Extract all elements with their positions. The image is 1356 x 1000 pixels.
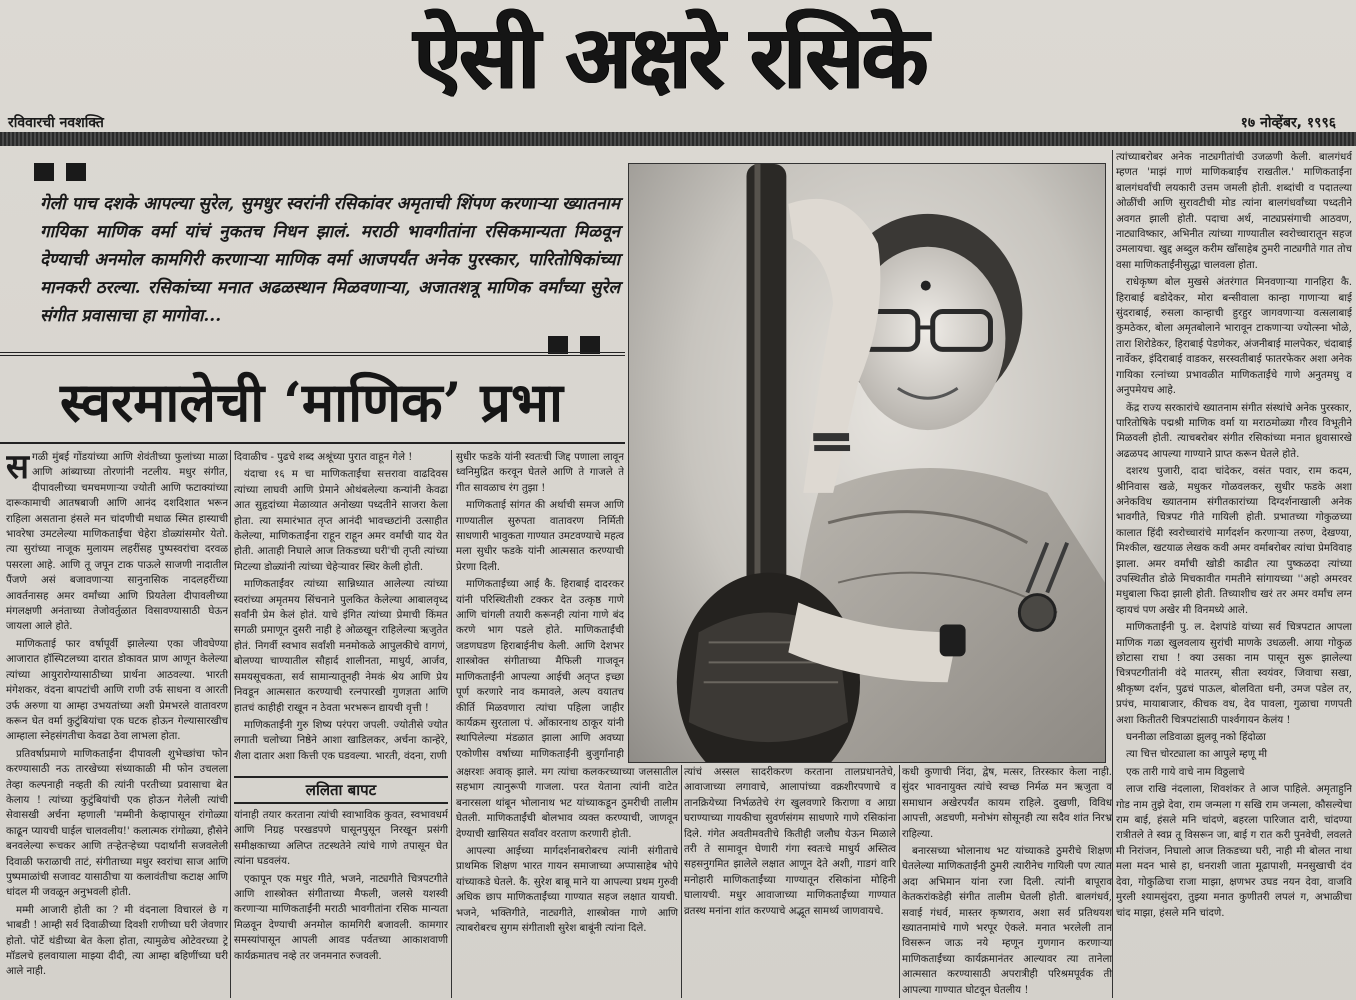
paragraph: बनारसच्या भोलानाथ भट यांच्याकडे ठुमरीचे शिक्षण घेतलेल्या माणिकताईंनी ठुमरी त्यारीनेच गायिली पण त्यात अदा अभिमान यांना रजा दिली. त्यांनी बापूराव केतकरांकडेही संगीत तालीम घेतली होती. बालगंधर्व, सवाई गंधर्व, मास्तर कृष्णराव, अशा सर्व प्रतिथयश ख्यातनामांचे गाणे भरपूर ऐकले. मनात भरलेली तान विसरून जाऊ नये म्हणून गुणगान करणाऱ्या माणिकताईंच्या कार्यक्रमानंतर आल्यावर त्या तानेला आत्मसात करण्यासाठी अपरात्रीही परिश्रमपूर्वक ती आपल्या गाण्यात घोटवून घेतलीय ! xyxy=(902,846,1112,996)
headline-rule xyxy=(0,442,625,444)
column-divider xyxy=(230,450,231,998)
paragraph: माणिकताईंनी गुरु शिष्य परंपरा जपली. ज्योतीसे ज्योत लगाती चलोच्या निष्ठेने आशा खाडिलकर, अर्चना कान्हेरे, शैला दातार अशा कित्ती एक घडवल्या. भारती, वंदना, राणी xyxy=(234,719,448,762)
paragraph: मम्मी आजारी होती का ? मी वंदनाला विचारलं छे ग भाबडी ! आम्ही सर्व दिवाळीच्या दिवशी राणीच्या घरी जेवणार होतो. पोर्टे थंडीच्या बेत केला होता, त्यामुळेच ओटेवरच्या ट्रे मॉडलचे हलवायाला माझ्या दीदी, त्या आम्हा बहिणींच्या घरी आले नाही. xyxy=(6,904,228,978)
paragraph: यंदाचा १६ म चा माणिकताईंचा सत्तरावा वाढदिवस त्यांच्या लाघवी आणि प्रेमाने ओथंबलेल्या कन्यांनी केवढा आत सुहृदांच्या मेळाव्यात अनोख्या पध्दतीने साजरा केला होता. त्या समारंभात तृप्त आनंदी भावच्छटांनी उत्साहीत केलेल्या, माणिकताईंना राहून राहून अमर वर्मांची याद येत होती. आताही निघाले आज तिकडच्या घरी'ची तृप्ती त्यांच्या मिटल्या डोळ्यांनी त्यांच्या चेहेऱ्यावर स्थिर केली होती. xyxy=(234,469,448,573)
paragraph: लाज राखि नंदलाला, शिवशंकर ते आज पाहिले. अमृताहुनि गोड नाम तुझे देवा, राम जन्मला ग सखि राम जन्मला, कौसल्येचा राम बाई, हंसले मनि चांदणे, बहरला पारिजात दारी, चांदण्या रात्रीतले ते स्वप्न तू विसरून जा, बाई ग रात करी पुनवेची, लवलते मी निरांजन, निघालो आज तिकडच्या घरी, नाही मी बोलत नाथा मला मदन भासे हा, धनराशी जाता मूढापाशी, मनसुखाची दंव देवा, गोकुळिचा राजा माझा, क्षणभर उघड नयन देवा, वाजवि मुरली श्यामसुंदरा, तुझ्या मनात कुणीतरी लपलं ग, अभाळीचा चांद माझा, हंसले मनि चांदणे. xyxy=(1116,784,1352,919)
paragraph: केंद्र राज्य सरकारांचे ख्यातनाम संगीत संस्थांचे अनेक पुरस्कार, पारितोषिके पद्मश्री माणिक वर्मा या मराठमोळ्या गौरव विभूतीने मिळवली होती. त्याचबरोबर संगीत रसिकांच्या मनात ध्रुवासारखे अढळपद आपल्या गाण्याने प्राप्त करून घेतले होते. xyxy=(1116,402,1352,460)
section-name: रविवारची नवशक्ति xyxy=(8,115,104,131)
article-column-4 xyxy=(684,765,896,998)
paragraph: राधेकृष्ण बोल मुखसे अंतरंगात मिनवणाऱ्या गानहिरा कै. हिराबाई बडोदेकर, मोरा बन्सीवाला कान्हा गाणाऱ्या बाई सुंदराबाई, रुसला कान्हाची हुरहुर जागवणाऱ्या वत्सलाबाई कुमठेकर, बोला अमृतबोलाने भारावून टाकणाऱ्या ज्योत्स्ना भोळे, तारा शिरोडेकर, हिराबाई पेडणेकर, अंजनीबाई मालपेकर, चंदाबाई नार्वेकर, इंदिराबाई वाडकर, सरस्वतीबाई फातरफेकर अशा अनेक गायिका रत्नांच्या प्रभावळीत माणिकताईंचे गाणे अनुतमधु व अनुपमेयच आहे. xyxy=(1116,277,1352,397)
paragraph: यांनाही तयार करताना त्यांची स्वाभाविक कुवत, स्वभावधर्म आणि निग्रह परखडपणे घासूनपुसून निरखून प्रसंगी समीक्षकाच्या अलिप्त तटस्थतेने त्यांचे गाणे तपासून घेत त्यांना घडवलंय. xyxy=(234,810,448,868)
paragraph: दशरथ पुजारी, दादा चांदेकर, वसंत पवार, राम कदम, श्रीनिवास खळे, मधुकर गोळवलकर, सुधीर फडके अशा अनेकविध ख्यातनाम संगीतकारांच्या दिग्दर्शनाखाली अनेक भावगीते, चित्रपट गीते गायिली होती. प्रभातच्या गोकुळच्या कालात हिंदी स्वरोच्चारांचे मार्गदर्शन करणाऱ्या तरुण, देखण्या, मिश्कील, खटयाळ लेखक कवी अमर वर्माबरोबर त्यांचा प्रेमविवाह झाला. अमर वर्मांची खोडी काढीत त्या पुष्कळदा त्यांच्या उपस्थितीत डोळे मिचकावीत गमतीने सांगायच्या ''अहो अमरवर मधुबाला फिदा झाली होती. तिच्याशीच खरं तर अमर वर्मांच लग्न व्हायचं पण अखेर मी विनमध्ये आले. xyxy=(1116,466,1352,616)
paragraph: माणिकताईंनी पु. ल. देशपांडे यांच्या सर्व चित्रपटात आपला माणिक गळा खुलवलाय सुरांची माणके उधळली. आया गोकुळ छोटासा राधा ! क्या उसका नाम पासून सुरू झालेल्या चित्रपटगीतांनी वंदे मातरम्, सीता स्वयंवर, जिवाचा सखा, श्रीकृष्ण दर्शन, पुढचं पाऊल, बोलविता धनी, उमज पडेल तर, प्रपंच, मायाबाजार, कीचक वध, देव पावला, गुळाचा गणपती अशा कितीतरी चित्रपटांसाठी पार्श्वगायन केलंय ! xyxy=(1116,622,1352,726)
paragraph: माणिकताई सांगत की अर्थाची समज आणि गाण्यातील सुरुपता वातावरण निर्मिती साधणारी भावुकता गाण्यात उमटवण्याचे महत्व मला सुधीर फडके यांनी आत्मसात करण्याची प्रेरणा दिली. xyxy=(456,500,624,573)
paragraph: माणिकताई फार वर्षापूर्वी झालेल्या एका जीवघेण्या आजारात हॉस्पिटलच्या दारात डोकावत प्राण आणून केलेल्या त्यांच्या आयुरारोग्यासाठीच्या प्रार्थना आठवल्या. भारती मंगेशकर, वंदना बापटांची आणि राणी उर्फ साधना व आरती उर्फ अरुणा या आम्हा उभयतांच्या अशी प्रेमभरले वातावरण करून घेत वर्मा कुटुंबियांचा एक घटक होऊन गेल्यासारखीच आम्हाला स्नेहसंगतीचा केवढा ठेवा लाभला होता. xyxy=(6,638,228,743)
column-divider xyxy=(451,450,452,998)
paragraph: त्यांच्याबरोबर अनेक नाट्यगीतांची उजळणी केली. बालगंधर्व म्हणत 'माझं गाणं माणिकबाईंच राखतील.' माणिकताईंना बालगंधर्वांची लयकारी उत्तम जमली होती. शब्दांची व पदातल्या ओळींची आणि सुरावटीची मोड त्यांना बालगंधर्वांच्या पध्दतीने अवगत झाली होती. पदाचा अर्थ, नाट्यप्रसंगाची आठवण, नाट्याविष्कार, अभिनीत त्यांच्या गाण्यातील स्वरोच्चारातून सहज उमलायचा. खुद्द अब्दुल करीम खाँसाहेब ठुमरी नाट्यगीते गात तोच वसा माणिकताईंनीसुद्धा चालवला होता. xyxy=(1116,152,1352,271)
paragraph: एकापून एक मधुर गीते, भजने, नाट्यगीते चित्रपटगीते आणि शास्त्रोक्त संगीताच्या मैफली, जलसे यशस्वी करणाऱ्या माणिकताईंनी मराठी भावगीतांना रसिक मान्यता मिळवून देण्याची अनमोल कामगिरी बजावली. कामगार समस्यांपासून आपली आवड पर्वतच्या आकाशवाणी कार्यक्रमातच नव्हे तर जनमनात रुजवली. xyxy=(234,873,448,962)
paragraph: सुधीर फडके यांनी स्वतःची जिद्द पणाला लावून ध्वनिमुद्रित करवून घेतले आणि ते गाजले ते गीत सावळाच रंग तुझा ! xyxy=(456,452,624,494)
article-column-2b xyxy=(234,808,448,998)
column-divider xyxy=(681,765,682,998)
issue-date: १७ नोव्हेंबर, १९९६ xyxy=(1240,115,1336,131)
paragraph: माणिकताईंवर त्यांच्या सान्निध्यात आलेल्या त्यांच्या स्वरांच्या अमृतमय सिंचनाने पुलकित केलेल्या आबालवृध्द सर्वांनी प्रेम केलं होतं. याचे इंगित त्यांच्या प्रेमाची किंमत सगळी प्रमाणून दुसरी नाही हे ओळखून राहिलेल्या ऋजुतेत होतं. निगर्वी स्वभाव सर्वांशी मनमोकळे आपुलकीचे वागणं, बोलण्या चाण्यातील सौहार्द शालीनता, माधुर्य, आर्जव, समयसूचकता, सर्व सामान्यातूनही नेमकं श्रेय आणि प्रेय निवडून आत्मसात करण्याची रत्नपारखी गुणज्ञता आणि हातचं काहीही राखून न ठेवता भरभरून द्यायची वृत्ती ! xyxy=(234,579,448,714)
article-column-6 xyxy=(1116,150,1352,998)
column-divider xyxy=(1112,150,1113,998)
masthead-title: ऐसी अक्षरे रसिके xyxy=(413,7,927,108)
article-column-5 xyxy=(902,765,1112,998)
decorative-squares-top xyxy=(34,163,86,181)
drop-cap: स xyxy=(6,450,29,487)
article-column-3 xyxy=(456,450,624,762)
article-headline: स्वरमालेची ‘माणिक’ प्रभा xyxy=(60,370,563,434)
column-divider xyxy=(899,765,900,998)
song-line: त्या चित्त चोरट्याला का आपुले म्हणू मी xyxy=(1126,749,1268,761)
paragraph: अक्षरशः अवाक् झाले. मग त्यांचा कलकरच्याच्या जलसातील सहभाग त्यानुरूपी गाजला. परत येताना त्यांनी वाटेत बनारसला थांबून भोलानाथ भट यांच्याकडून ठुमरीची तालीम घेतली. माणिकताईंची बोलभाव व्यक्त करण्याची, जाणवून देण्याची खासियत सर्वांवर वरताण करणारी होती. xyxy=(456,767,678,840)
article-column-2 xyxy=(234,450,448,772)
intro-paragraph: गेली पाच दशके आपल्या सुरेल, सुमधुर स्वरांनी रसिकांवर अमृताची शिंपण करणाऱ्या ख्यातनाम गायिका माणिक वर्मा यांचं नुकतच निधन झालं. मराठी भावगीतांना रसिकमान्यता मिळवून देण्याची अनमोल कामगिरी करणाऱ्या माणिक वर्मा आजपर्यंत अनेक पुरस्कार, पारितोषिकांच्या मानकरी ठरल्या. रसिकांच्या मनात अढळस्थान मिळवणाऱ्या, अजातशत्रू माणिक वर्मांच्या सुरेल संगीत प्रवासाचा हा मागोवा... xyxy=(40,194,620,326)
article-column-3b xyxy=(456,765,678,998)
paragraph: त्यांचं अस्सल सादरीकरण करताना तालप्रधानतेचे, आवाजाच्या लगावाचे, आलापांच्या वक्रशीरपणाचे व तानक्रियेच्या निर्भळतेचे रंग खुलवणारे किराणा व आग्रा घराण्याच्या गायकीचा सुवर्णसंगम साधणारे गाणे रसिकांना दिले. गंगेत अवतीमवतीचे कितीही जलौघ येऊन मिळाले तरी ते सामावून घेणारी गंगा स्वतःचे माधुर्य अस्तित्व सहसनुगमित झालेले लक्षात आणून देते अशी, गाडगं वारि मनोहारी माणिकताईंच्या गाण्यातून रसिकांना मोहिनी घालायची. मधुर आवाजाच्या माणिकताईंच्या गाण्यात व्रतस्थ मनांना शांत करण्याचे अद्भूत सामर्थ्य जाणवायचे. xyxy=(684,767,896,917)
paragraph: आपल्या आईच्या मार्गदर्शनाबरोबरच त्यांनी संगीताचे प्राथमिक शिक्षण भारत गायन समाजाच्या अप्पासाहेब भोपे यांच्याकडे घेतले. कै. सुरेश बाबू माने या आपल्या प्रथम गुरुवी अधिक छाप माणिकताईंच्या गाण्यात सहज लक्षात यायची. भजने, भक्तिगीते, नाट्यगीते, शास्त्रोक्त गाणे आणि त्याबरोबरच सुगम संगीताशी सुरेश बाबूंनी त्यांना दिले. xyxy=(456,846,678,935)
masthead-rule xyxy=(0,132,1356,146)
square-icon xyxy=(66,163,86,181)
square-icon xyxy=(34,163,54,181)
paragraph: प्रतिवर्षाप्रमाणे माणिकताईंना दीपावली शुभेच्छांचा फोन करण्यासाठी नऊ तारखेच्या संध्याकाळी मी फोन उचलला तेव्हा कल्पनाही नव्हती की त्यांनी परतीच्या प्रवासाचा बेत केलाय ! त्यांच्या कुटुंबियांची एक होऊन गेलेली त्यांची सेवासखी अर्चना म्हणाली 'मम्मीनी केव्हापासून रांगोळ्या काढून प्यायची घाईल चालवलीय!' कलात्मक रांगोळ्या, हौसेने बनवलेल्या रूचकर आणि तऱ्हेतऱ्हेच्या पदार्थांनी सजवलेली दिवाळी फराळाची ताटं, संगीताच्या मधुर स्वरांचा साज आणि पुष्पमाळांची सजावट यासाठीचा या कलावंतीचा कटाक्ष आणि धांदल मी जवळून अनुभवली होती. xyxy=(6,748,228,899)
author-byline: ललिता बापट xyxy=(234,776,448,804)
song-line: घननीळा लडिवाळा झुलवू नको हिंदोळा xyxy=(1126,732,1266,744)
paragraph: कधी कुणाची निंदा, द्वेष, मत्सर, तिरस्कार केला नाही. सुंदर भावनायुक्त त्यांचे स्वच्छ निर्मळ मन ऋजुता व समाधान अखेरपर्यंत कायम राहिले. दुखणी, विविध आपत्ती, अडचणी, मनोभंग सोसूनही त्या सदैव शांत निरभ्र राहिल्या. xyxy=(902,767,1112,840)
intro-rule xyxy=(0,352,625,356)
article-column-1 xyxy=(6,450,228,998)
portrait-illustration xyxy=(629,164,1105,762)
portrait-photo xyxy=(628,163,1106,763)
paragraph: दिवाळीच - पुढचे शब्द अश्रूंच्या पुरात वाहून गेले ! xyxy=(234,452,413,463)
paragraph: गळी मुंबई गोंडयांच्या आणि शेवंतीच्या फुलांच्या माळा आणि आंब्याच्या तोरणांनी नटलीय. मधुर संगीत, दीपावलीच्या चमचमणाऱ्या ज्योती आणि फटाक्यांच्या दारूकामाची आतषबाजी आणि आनंद दशदिशात भरून राहिला असताना हंसले मन चांदणीची मधाळ स्मित हास्याची भावरेषा उमटलेल्या माणिकताईंचा चेहेरा डोळ्यांसमोर येतो. त्या सुरांच्या नाजूक मुलायम लहरींसह पुष्पस्वरांचा दरवळ पसरला आहे. आणि तू जपून टाक पाऊले साजणी नादातील पैंजणे असं बजावणाऱ्या सानुनासिक नादलहरींच्या आवर्तनासह अमर वर्मांच्या आणि प्रियतेला दीपावलीच्या मंगलक्षणी अनंताच्या तेजोवर्तुळात विसावण्यासाठी घेऊन जायला आले होते. xyxy=(6,452,228,633)
song-line: एक तारी गाये वाचे नाम विठ्ठलाचे xyxy=(1126,766,1245,778)
paragraph: माणिकताईंच्या आई कै. हिराबाई दादरकर यांनी परिस्थितीशी टक्कर देत उत्कृष्ठ गाणे आणि चांगली तयारी करूनही त्यांना गाणे बंद करणे भाग पडले होते. माणिकताईंची जडणघडण हिराबाईनीच केली. आणि देशभर शास्त्रोक्त संगीताच्या मैफिली गाजवून माणिकताईंनी आपल्या आईची अतृप्त इच्छा पूर्ण करणारे नाव कमावले, अल्प वयातच कीर्ति मिळवणारा त्यांचा पहिला जाहीर कार्यक्रम सुरताला पं. ओंकारनाथ ठाकूर यांनी स्थापिलेल्या मंडळात झाला आणि अवघ्या एकोणीस वर्षाच्या माणिकताईंनी बुजुर्गांनाही xyxy=(456,579,624,760)
